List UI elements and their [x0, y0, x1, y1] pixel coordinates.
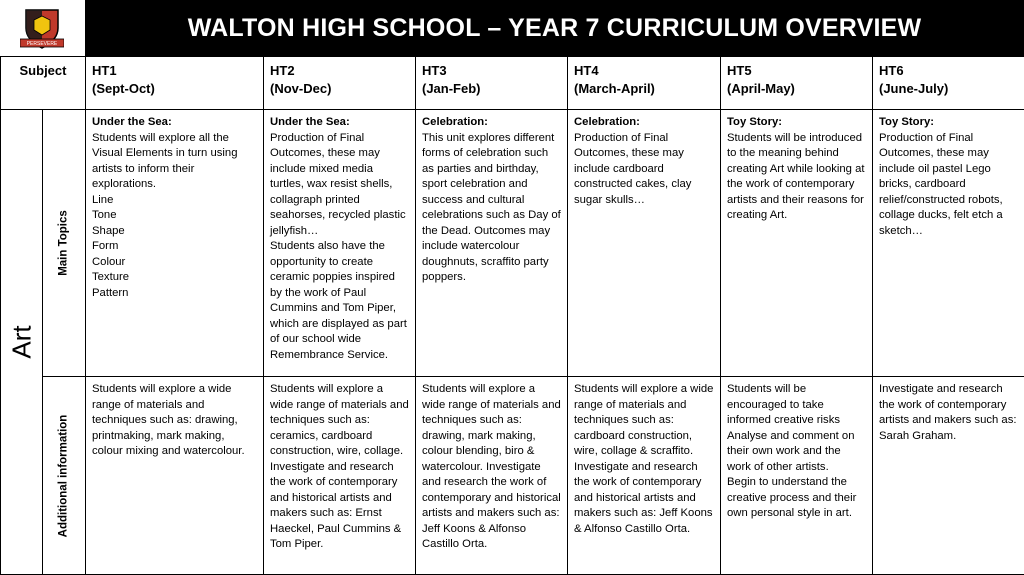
main-topic-ht3: Celebration: This unit explores different forms of celebration such as parties and birthday, sport celebration and success and cultural celebrations such as Day of the Dead. Outcomes may include watercolour doughnuts, scraffito party poppers. — [416, 110, 568, 377]
page-title: WALTON HIGH SCHOOL – YEAR 7 CURRICULUM OVERVIEW — [187, 13, 922, 42]
subject-header: Subject — [1, 57, 86, 110]
additional-info-ht4: Students will explore a wide range of materials and techniques such as: cardboard construction, wire, collage & scraffito. Investigate and research the work of contemporary and historical artists and makers such as: Jeff Koons & Alfonso Castillo Orta. — [568, 377, 721, 575]
logo-motto: PERSEVERE — [26, 41, 58, 48]
subject-name: Art — [5, 325, 36, 359]
main-topic-ht1: Under the Sea: Students will explore all the Visual Elements in turn using artists to inform their explorations. Line Tone Shape Form Colour Texture Pattern — [86, 110, 264, 377]
additional-info-ht2: Students will explore a wide range of materials and techniques such as: ceramics, cardboard construction, wire, collage. Investigate and research the work of contemporary and historical artists and makers such as: Ernst Haeckel, Paul Cummins & Tom Piper. — [264, 377, 416, 575]
row-label-cell — [43, 110, 86, 377]
additional-info-ht1: Students will explore a wide range of materials and techniques such as: drawing, printmaking, mark making, colour mixing and watercolour. — [86, 377, 264, 575]
curriculum-table — [0, 56, 1024, 575]
term-header-ht6: HT6 (June-July) — [873, 57, 1024, 110]
main-topic-ht5: Toy Story: Students will be introduced to the meaning behind creating Art while looking at the work of contemporary artists and their reasons for creating Art. — [721, 110, 873, 377]
additional-info-ht5: Students will be encouraged to take informed creative risks Analyse and comment on their own work and the work of other artists. Begin to understand the creative process and their own personal style in art. — [721, 377, 873, 575]
main-topics-row — [1, 110, 1024, 377]
row-label-main-topics: Main Topics — [57, 210, 70, 276]
page-title-banner — [85, 0, 1024, 56]
term-header-ht2: HT2 (Nov-Dec) — [264, 57, 416, 110]
row-label-cell — [43, 377, 86, 575]
term-header-ht3: HT3 (Jan-Feb) — [416, 57, 568, 110]
additional-info-ht3: Students will explore a wide range of materials and techniques such as: drawing, mark making, colour blending, biro & watercolour. Investigate and research the work of contemporary and historical artists and makers such as: Jeff Koons & Alfonso Castillo Orta. — [416, 377, 568, 575]
additional-info-row — [1, 377, 1024, 575]
additional-info-ht6: Investigate and research the work of contemporary artists and makers such as: Sarah Graham. — [873, 377, 1024, 575]
main-topic-ht2: Under the Sea: Production of Final Outcomes, these may include mixed media turtles, wax resist shells, collagraph printed seahorses, recycled plastic jellyfish… Students also have the opportunity to create ceramic poppies inspired by the work of Paul Cummins and Tom Piper, which are displayed as part of our school wide Remembrance Service. — [264, 110, 416, 377]
term-header-ht1: HT1 (Sept-Oct) — [86, 57, 264, 110]
subject-cell — [1, 110, 43, 575]
term-header-ht4: HT4 (March-April) — [568, 57, 721, 110]
school-crest-logo — [20, 8, 64, 50]
main-topic-ht6: Toy Story: Production of Final Outcomes, these may include oil pastel Lego bricks, cardboard relief/constructed robots, collage ducks, felt etch a sketch… — [873, 110, 1024, 377]
term-header-ht5: HT5 (April-May) — [721, 57, 873, 110]
term-header-row — [1, 57, 1024, 110]
main-topic-ht4: Celebration: Production of Final Outcomes, these may include cardboard constructed cakes, clay sugar skulls… — [568, 110, 721, 377]
row-label-additional-information: Additional information — [57, 414, 70, 537]
